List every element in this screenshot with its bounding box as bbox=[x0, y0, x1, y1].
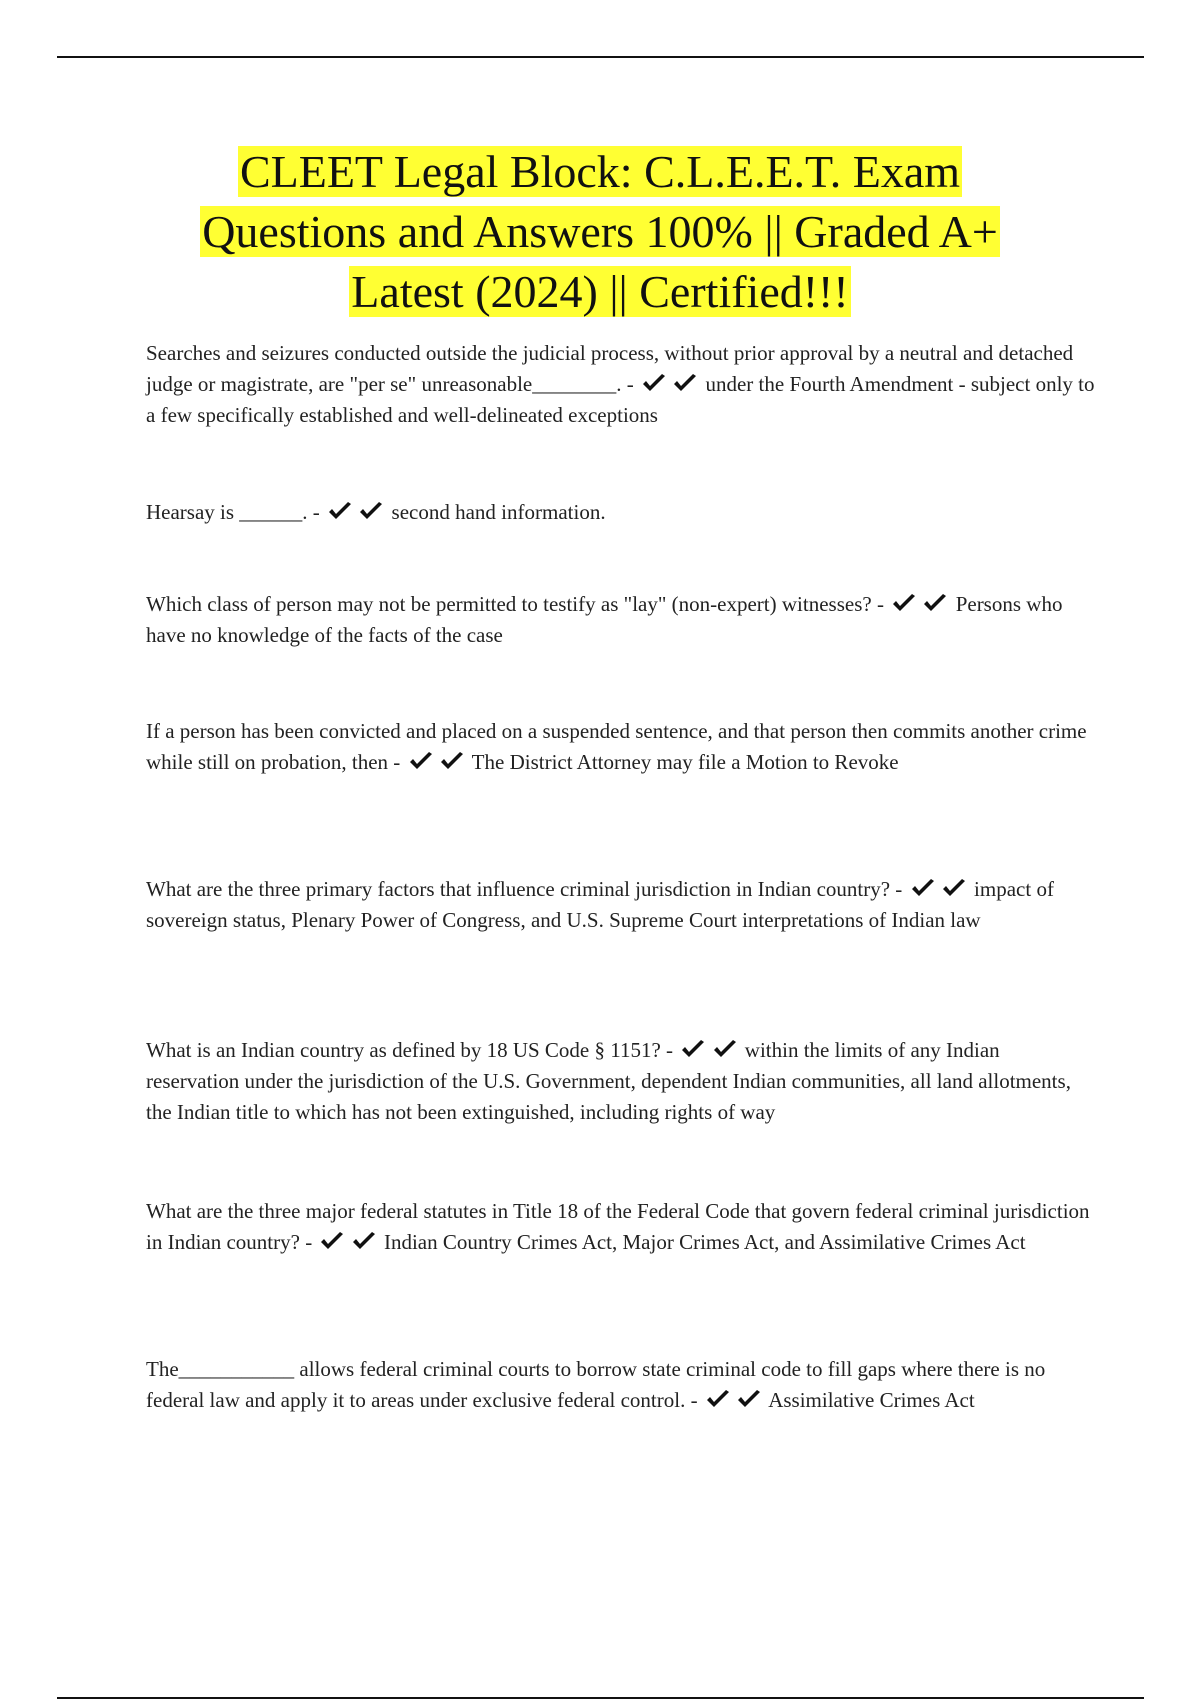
check-mark-icon bbox=[672, 373, 698, 393]
qa-item bbox=[146, 497, 1096, 528]
answer-marker bbox=[319, 1227, 376, 1258]
check-mark-icon bbox=[941, 878, 967, 898]
question-text: Which class of person may not be permitted to testify as "lay" (non-expert) witnesses? - bbox=[146, 592, 884, 616]
question-text: What are the three primary factors that influence criminal jurisdiction in Indian country? - bbox=[146, 877, 903, 901]
check-mark-icon bbox=[891, 593, 917, 613]
qa-item bbox=[146, 338, 1096, 431]
answer-text: within the limits of any Indian reservation under the jurisdiction of the U.S. Government, dependent Indian communities, all land allotments, the Indian title to which has not been extinguished, including rights of way bbox=[146, 1038, 1071, 1124]
question-text: Hearsay is ______. - bbox=[146, 500, 320, 524]
qa-item bbox=[146, 874, 1096, 936]
top-rule bbox=[57, 56, 1144, 58]
check-mark-icon bbox=[680, 1039, 706, 1059]
check-mark-icon bbox=[736, 1389, 762, 1409]
bottom-rule bbox=[57, 1697, 1144, 1699]
qa-item bbox=[146, 589, 1096, 651]
check-mark-icon bbox=[327, 501, 353, 521]
document-title bbox=[100, 142, 1100, 322]
question-text: If a person has been convicted and placed on a suspended sentence, and that person then commits another crime while still on probation, then - bbox=[146, 719, 1087, 774]
check-mark-icon bbox=[705, 1389, 731, 1409]
check-mark-icon bbox=[358, 501, 384, 521]
answer-text: Persons who have no knowledge of the facts of the case bbox=[146, 592, 1063, 647]
answer-marker bbox=[705, 1385, 762, 1416]
answer-text: under the Fourth Amendment - subject only to a few specifically established and well-delineated exceptions bbox=[146, 372, 1095, 427]
answer-marker bbox=[891, 589, 948, 620]
answer-marker bbox=[408, 747, 465, 778]
title-line-1: CLEET Legal Block: C.L.E.E.T. Exam bbox=[239, 146, 961, 197]
question-text: What are the three major federal statutes in Title 18 of the Federal Code that govern federal criminal jurisdiction in Indian country? - bbox=[146, 1199, 1090, 1254]
qa-item bbox=[146, 1035, 1096, 1128]
answer-marker bbox=[641, 369, 698, 400]
title-line-2: Questions and Answers 100% || Graded A+ bbox=[202, 206, 998, 257]
check-mark-icon bbox=[408, 751, 434, 771]
answer-marker bbox=[327, 497, 384, 528]
check-mark-icon bbox=[922, 593, 948, 613]
check-mark-icon bbox=[910, 878, 936, 898]
answer-text: Assimilative Crimes Act bbox=[768, 1388, 975, 1412]
answer-text: Indian Country Crimes Act, Major Crimes Act, and Assimilative Crimes Act bbox=[383, 1230, 1026, 1254]
question-text: Searches and seizures conducted outside the judicial process, without prior approval by a neutral and detached judge or magistrate, are "per se" unreasonable________. - bbox=[146, 341, 1074, 396]
answer-text: second hand information. bbox=[391, 500, 606, 524]
title-line-3: Latest (2024) || Certified!!! bbox=[351, 266, 849, 317]
answer-text: impact of sovereign status, Plenary Power of Congress, and U.S. Supreme Court interpretations of Indian law bbox=[146, 877, 1054, 932]
check-mark-icon bbox=[712, 1039, 738, 1059]
check-mark-icon bbox=[641, 373, 667, 393]
qa-item bbox=[146, 1354, 1096, 1416]
answer-text: The District Attorney may file a Motion to Revoke bbox=[471, 750, 899, 774]
check-mark-icon bbox=[351, 1231, 377, 1251]
answer-marker bbox=[680, 1035, 737, 1066]
check-mark-icon bbox=[439, 751, 465, 771]
question-text: The___________ allows federal criminal courts to borrow state criminal code to fill gaps where there is no federal law and apply it to areas under exclusive federal control. - bbox=[146, 1357, 1046, 1412]
check-mark-icon bbox=[319, 1231, 345, 1251]
question-text: What is an Indian country as defined by 18 US Code § 1151? - bbox=[146, 1038, 674, 1062]
qa-item bbox=[146, 1196, 1096, 1258]
answer-marker bbox=[910, 874, 967, 905]
qa-item bbox=[146, 716, 1096, 778]
